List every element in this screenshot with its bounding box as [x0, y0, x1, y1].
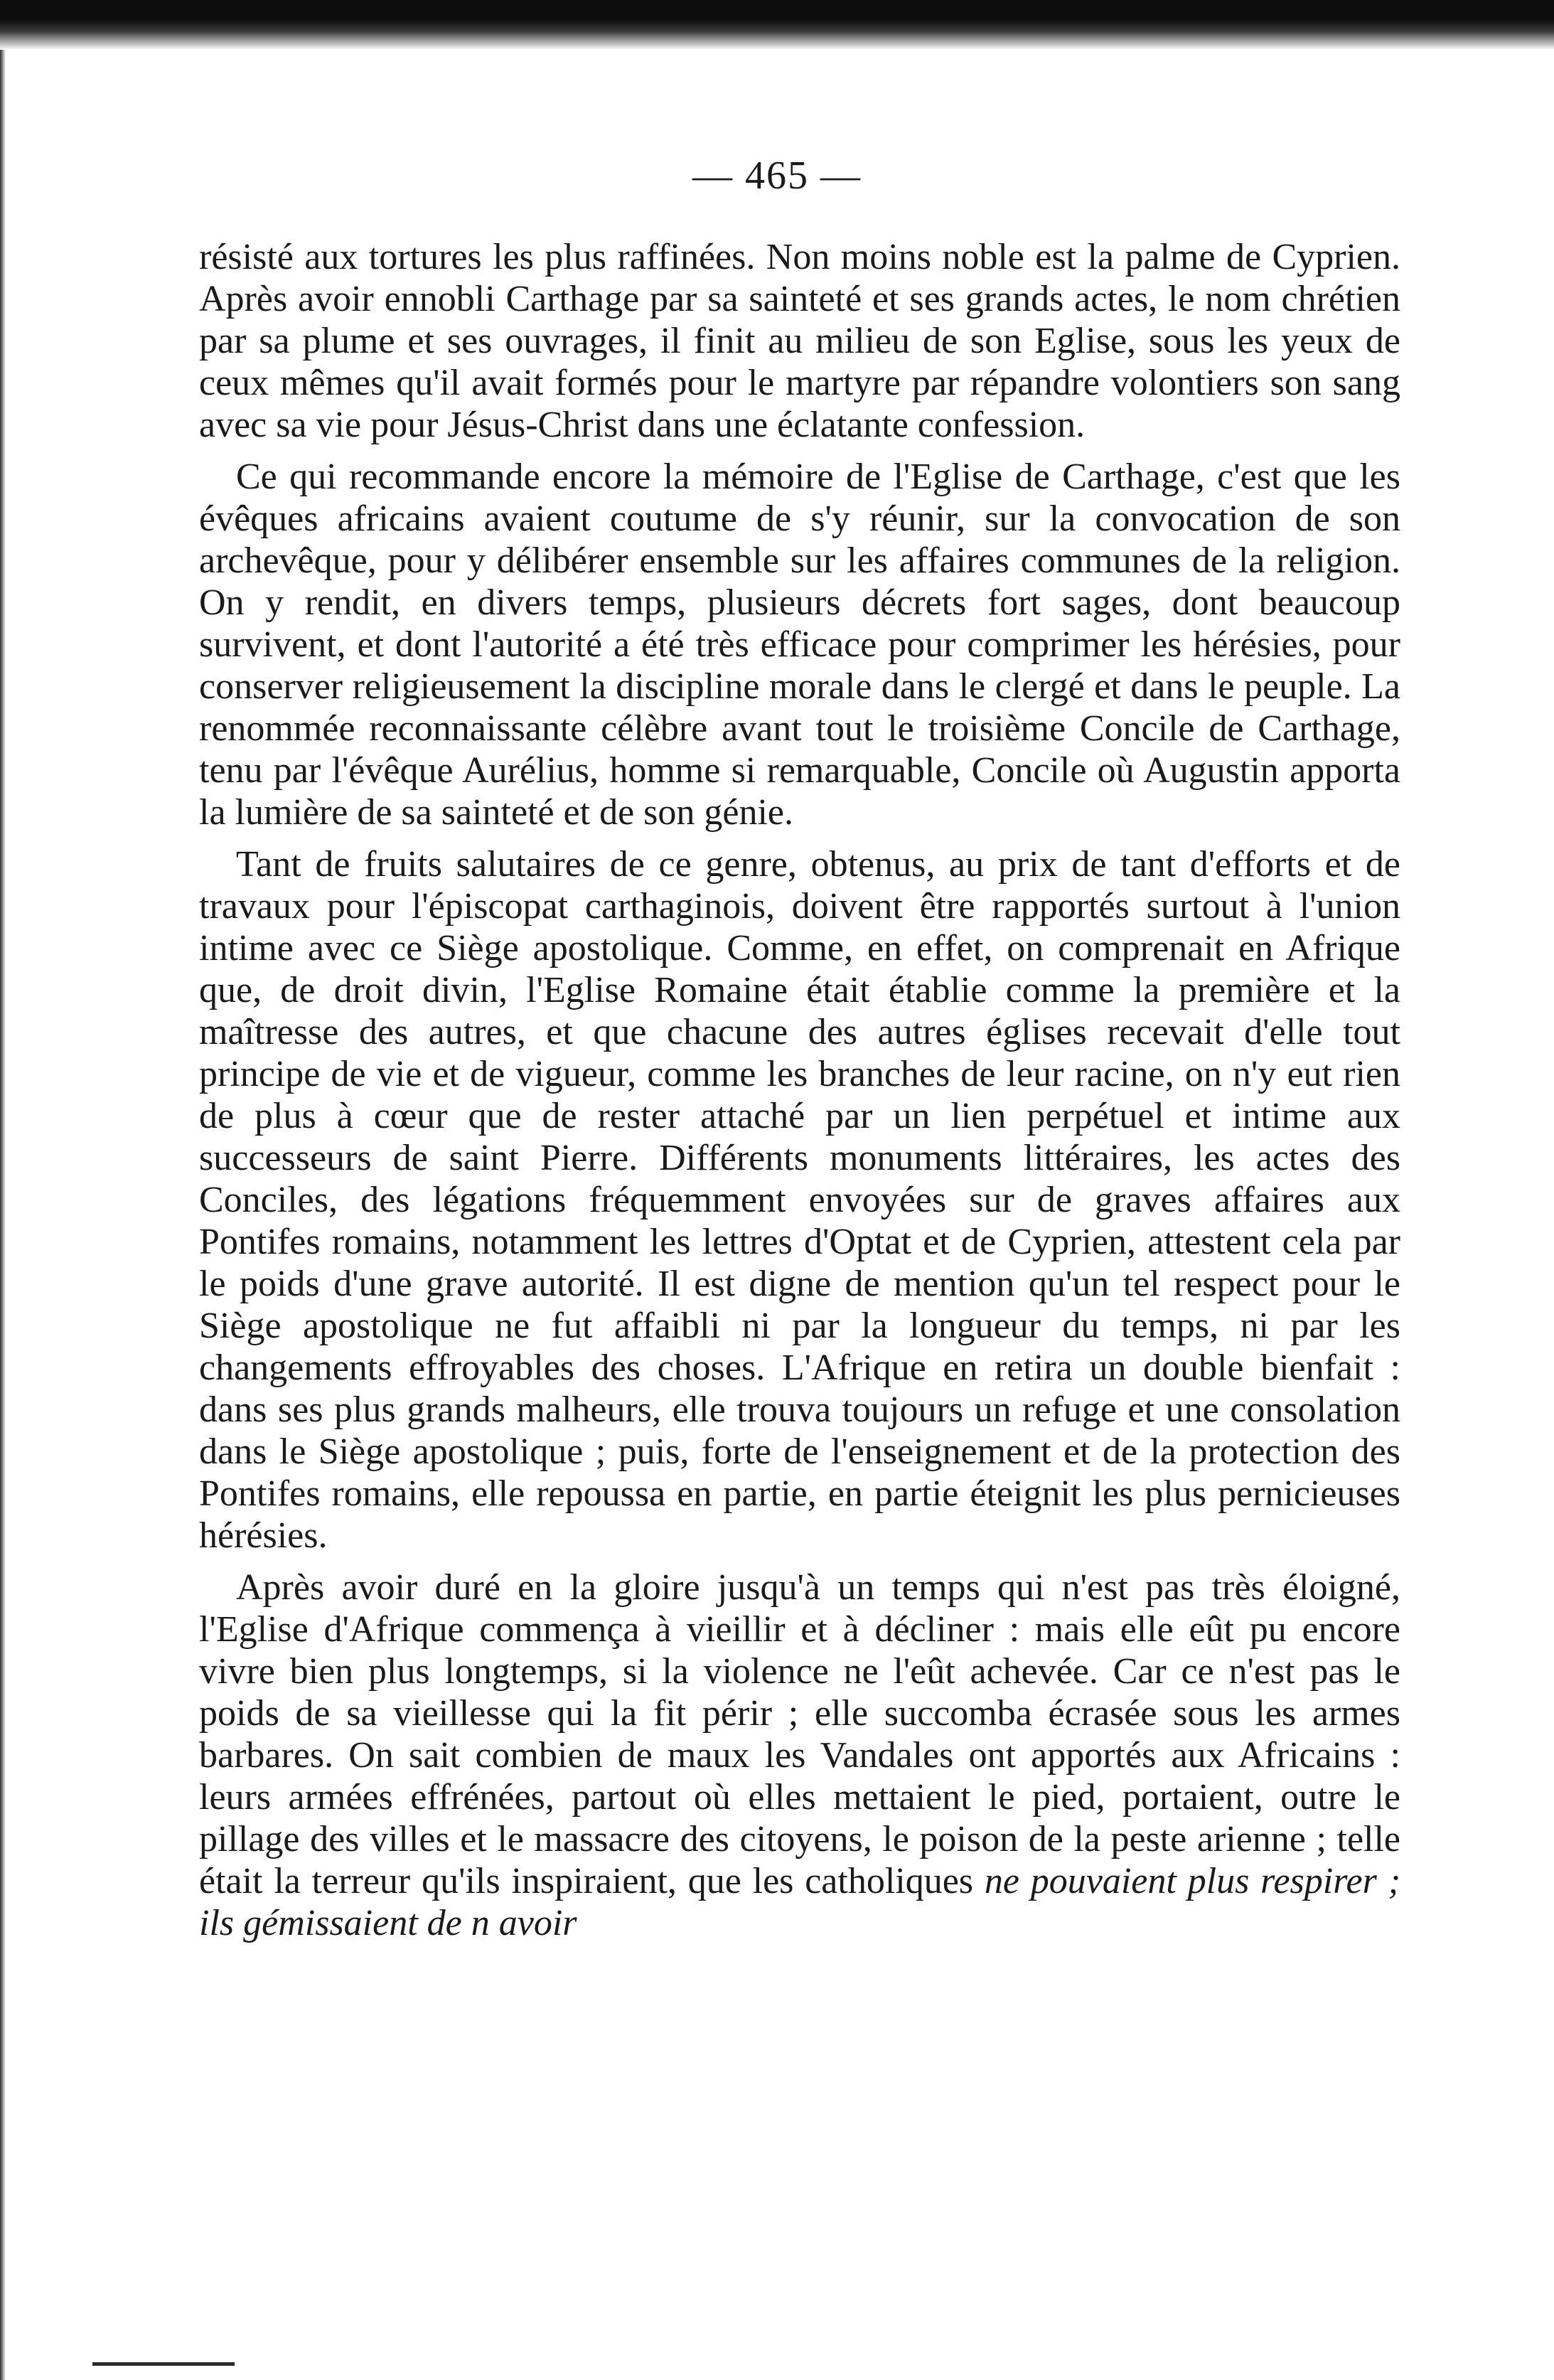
- page-body: [199, 236, 1400, 1954]
- paragraph-2: Ce qui recommande encore la mémoire de l'Eglise de Carthage, c'est que les évêques africains avaient coutume de s'y réunir, sur la convocation de son archevêque, pour y délibérer ensemble sur les affaires communes de la religion. On y rendit, en divers temps, plusieurs décrets fort sages, dont beaucoup survivent, et dont l'autorité a été très efficace pour comprimer les hérésies, pour conserver religieusement la discipline morale dans le clergé et dans le peuple. La renommée reconnaissante célèbre avant tout le troisième Concile de Carthage, tenu par l'évêque Aurélius, homme si remarquable, Concile où Augustin apporta la lumière de sa sainteté et de son génie.: [199, 457, 1400, 833]
- paragraph-4: [199, 1567, 1400, 1944]
- paragraph-1: résisté aux tortures les plus raffinées. Non moins noble est la palme de Cyprien. Après avoir ennobli Carthage par sa sainteté et ses grands actes, le nom chrétien par sa plume et ses ouvrages, il finit au milieu de son Eglise, sous les yeux de ceux mêmes qu'il avait formés pour le martyre par répandre volontiers son sang avec sa vie pour Jésus-Christ dans une éclatante confession.: [199, 237, 1400, 445]
- bottom-rule: [92, 2362, 235, 2366]
- top-border: [0, 0, 1554, 50]
- paragraph-4-text: Après avoir duré en la gloire jusqu'à un temps qui n'est pas très éloigné, l'Eglise d'Afrique commença à vieillir et à décliner : mais elle eût pu encore vivre bien plus longtemps, si la violence ne l'eût achevée. Car ce n'est pas le poids de sa vieillesse qui la fit périr ; elle succomba écrasée sous les armes barbares. On sait combien de maux les Vandales ont apportés aux Africains : leurs armées effrénées, partout où elles mettaient le pied, portaient, outre le pillage des villes et le massacre des citoyens, le poison de la peste arienne ; telle était la terreur qu'ils inspiraient, que les catholiques: [199, 1567, 1400, 1901]
- paragraph-3: Tant de fruits salutaires de ce genre, obtenus, au prix de tant d'efforts et de travaux pour l'épiscopat carthaginois, doivent être rapportés surtout à l'union intime avec ce Siège apostolique. Comme, en effet, on comprenait en Afrique que, de droit divin, l'Eglise Romaine était établie comme la première et la maîtresse des autres, et que chacune des autres églises recevait d'elle tout principe de vie et de vigueur, comme les branches de leur racine, on n'y eut rien de plus à cœur que de rester attaché par un lien perpétuel et intime aux successeurs de saint Pierre. Différents monuments littéraires, les actes des Conciles, des légations fréquemment envoyées sur de graves affaires aux Pontifes romains, notamment les lettres d'Optat et de Cyprien, attestent cela par le poids d'une grave autorité. Il est digne de mention qu'un tel respect pour le Siège apostolique ne fut affaibli ni par la longueur du temps, ni par les changements effroyables des choses. L'Afrique en retira un double bienfait : dans ses plus grands malheurs, elle trouva toujours un refuge et une consolation dans le Siège apostolique ; puis, forte de l'enseignement et de la protection des Pontifes romains, elle repoussa en partie, en partie éteignit les plus pernicieuses hérésies.: [199, 844, 1400, 1556]
- paragraph-4-italic-tail: ne pouvaient plus respirer ; ils gémissaient de n avoir: [199, 1861, 1401, 1943]
- page-number: — 465 —: [692, 154, 862, 198]
- left-edge-shadow: [0, 50, 6, 2380]
